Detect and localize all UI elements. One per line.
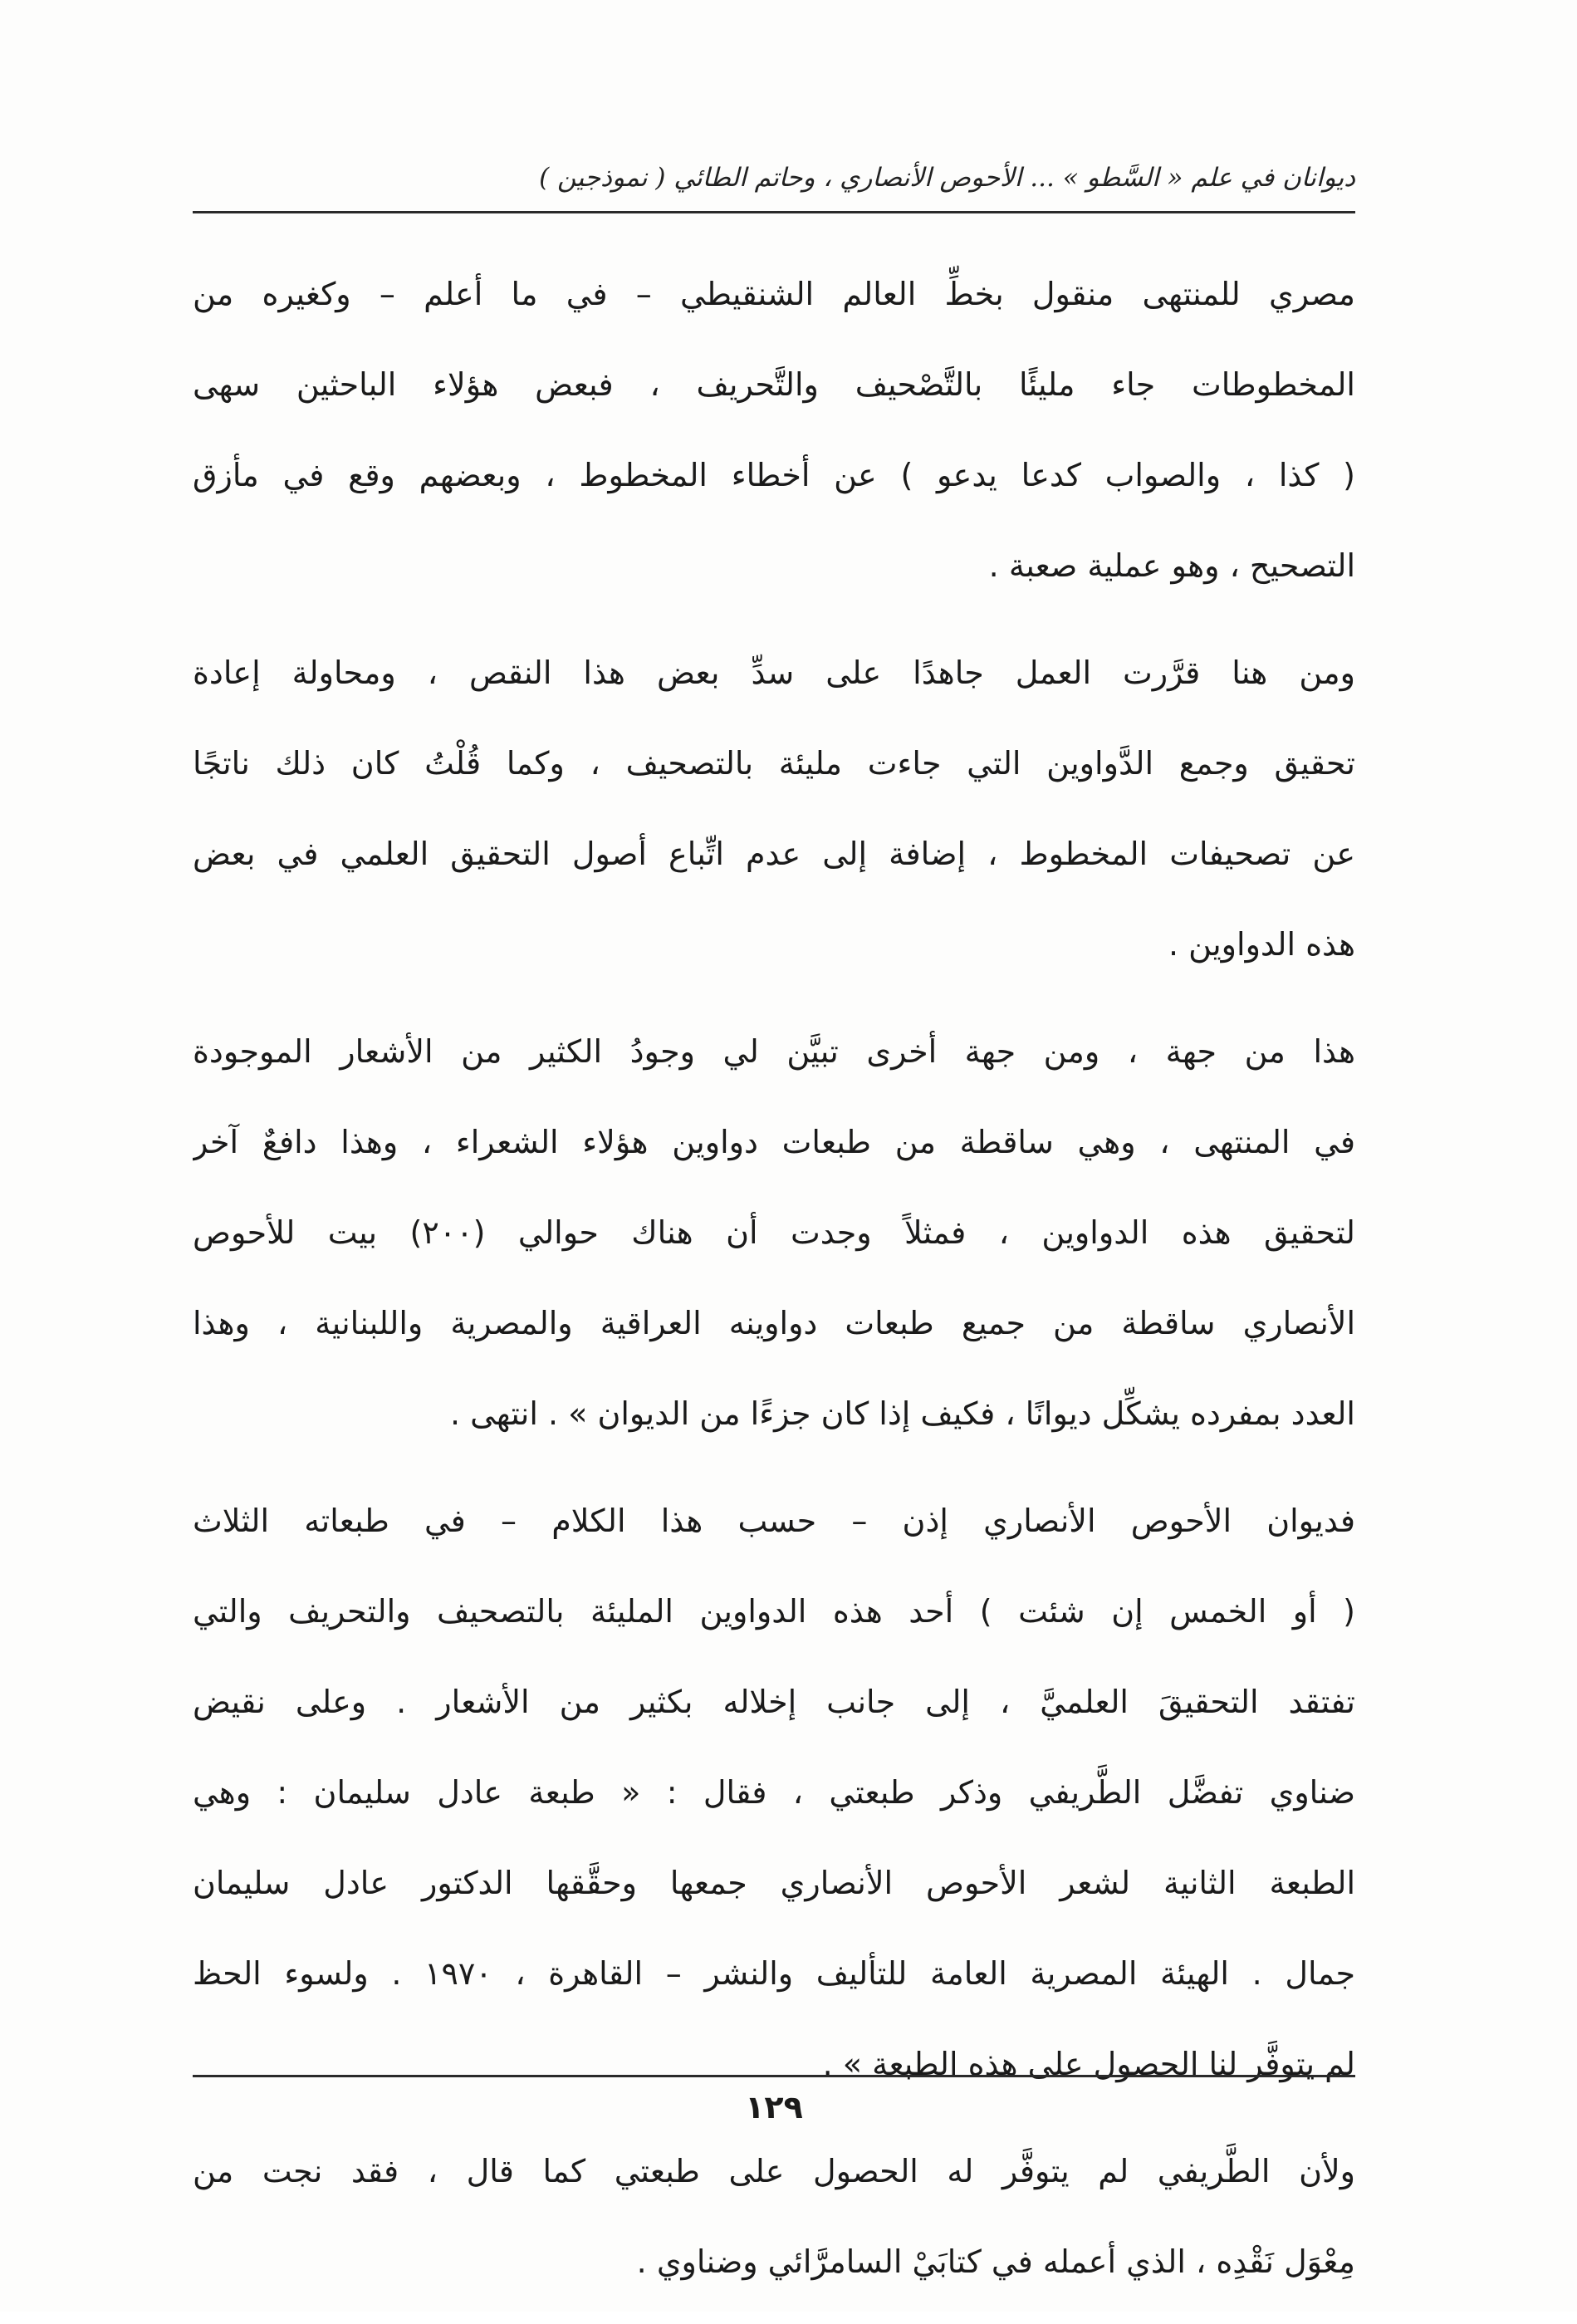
text-line: فديوان الأحوص الأنصاري إذن – حسب هذا الكلام – في طبعاته الثلاث (193, 1503, 1355, 1539)
text-line: تفتقد التحقيقَ العلميَّ ، إلى جانب إخلاله بكثير من الأشعار . وعلى نقيض (193, 1684, 1355, 1720)
paragraph-1 (193, 249, 1355, 611)
text-line: لم يتوفَّر لنا الحصول على هذه الطبعة » . (822, 2046, 1355, 2082)
text-line: التصحيح ، وهو عملية صعبة . (988, 547, 1355, 584)
text-line: ولأن الطَّريفي لم يتوفَّر له الحصول على طبعتي كما قال ، فقد نجت من (193, 2153, 1355, 2189)
header-divider (193, 211, 1355, 213)
text-line: عن تصحيفات المخطوط ، إضافة إلى عدم اتِّباع أصول التحقيق العلمي في بعض (193, 836, 1355, 872)
text-line: ( أو الخمس إن شئت ) أحد هذه الدواوين المليئة بالتصحيف والتحريف والتي (193, 1593, 1355, 1630)
text-line: لتحقيق هذه الدواوين ، فمثلاً وجدت أن هناك حوالي (٢٠٠) بيت للأحوص (193, 1214, 1355, 1251)
text-line: هذا من جهة ، ومن جهة أخرى تبيَّن لي وجودُ الكثير من الأشعار الموجودة (193, 1033, 1355, 1070)
text-line: الطبعة الثانية لشعر الأحوص الأنصاري جمعها وحقَّقها الدكتور عادل سليمان (193, 1865, 1355, 1901)
text-line: ضناوي تفضَّل الطَّريفي وذكر طبعتي ، فقال : « طبعة عادل سليمان : وهي (193, 1774, 1355, 1811)
text-line: جمال . الهيئة المصرية العامة للتأليف والنشر – القاهرة ، ١٩٧٠ . ولسوء الحظ (193, 1955, 1355, 1992)
text-line: ومن هنا قرَّرت العمل جاهدًا على سدِّ بعض هذا النقص ، ومحاولة إعادة (193, 655, 1355, 691)
running-header: ديوانان في علم « السَّطو » ... الأحوص الأنصاري ، وحاتم الطائي ( نموذجين ) (539, 163, 1355, 193)
text-line: المخطوطات جاء مليئًا بالتَّصْحيف والتَّحريف ، فبعض هؤلاء الباحثين سهى (193, 366, 1355, 403)
paragraph-4 (193, 1476, 1355, 2110)
body-text (193, 249, 1355, 2324)
page-number: ١٢٩ (745, 2089, 803, 2125)
text-line: تحقيق وجمع الدَّواوين التي جاءت مليئة بالتصحيف ، وكما قُلْتُ كان ذلك ناتجًا (193, 745, 1355, 782)
text-line: ( كذا ، والصواب كدعا يدعو ) عن أخطاء المخطوط ، وبعضهم وقع في مأزق (193, 457, 1355, 493)
text-line: في المنتهى ، وهي ساقطة من طبعات دواوين هؤلاء الشعراء ، وهذا دافعٌ آخر (193, 1124, 1355, 1160)
paragraph-5 (193, 2126, 1355, 2307)
paragraph-2 (193, 628, 1355, 990)
text-line: الأنصاري ساقطة من جميع طبعات دواوينه العراقية والمصرية واللبنانية ، وهذا (193, 1305, 1355, 1341)
text-line: العدد بمفرده يشكِّل ديوانًا ، فكيف إذا كان جزءًا من الديوان » . انتهى . (449, 1395, 1355, 1432)
text-line: هذه الدواوين . (1168, 926, 1355, 963)
text-line: مِعْوَل نَقْدِه ، الذي أعمله في كتابَيْ السامرَّائي وضناوي . (636, 2243, 1355, 2280)
text-line: مصري للمنتهى منقول بخطِّ العالم الشنقيطي – في ما أعلم – وكغيره من (193, 276, 1355, 312)
footer-divider (193, 2075, 1355, 2077)
paragraph-3 (193, 1007, 1355, 1459)
